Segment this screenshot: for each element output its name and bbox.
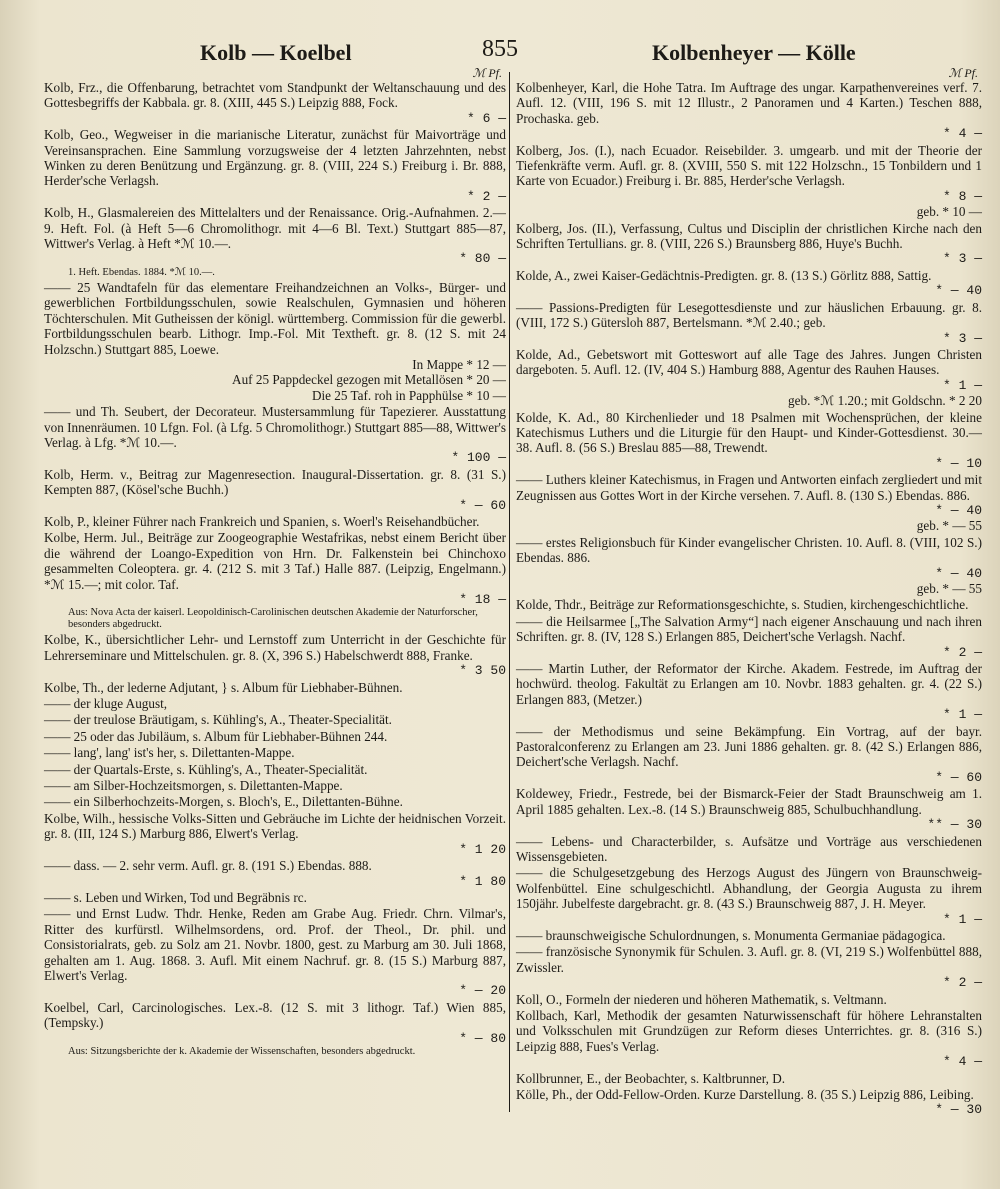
entry-text: —— s. Leben und Wirken, Tod und Begräbnis rc. <box>44 889 307 905</box>
page-number: 855 <box>482 36 518 62</box>
entry-text: —— der Quartals-Erste, s. Kühling's, A., Theater-Specialität. <box>44 761 368 777</box>
catalog-entry <box>516 535 982 597</box>
entry-text: Kolbe, Th., der lederne Adjutant, } s. Album für Liebhaber-Bühnen. <box>44 679 403 695</box>
catalog-entry <box>516 661 982 723</box>
entry-price: * 100 — <box>451 450 506 466</box>
entry-variant-price: Die 25 Taf. roh in Papphülse * 10 — <box>311 387 506 403</box>
entry-text: Kolbenheyer, Karl, die Hohe Tatra. Im Auftrage des ungar. Karpathenvereines verf. 7. Aufl. 12. (VIII, 196 S. mit 12 Illustr., 2 Panoramen und 4 Karten.) Teschen 888, Prochaska. geb. <box>516 80 982 126</box>
entry-text: Kolb, Geo., Wegweiser in die marianische Literatur, zunächst für Maivorträge und Vereinsansprachen. Eine Sammlung vorzugsweise der 4 letzten Jahrzehnten, nebst Winken zu deren Benützung und Ergänzung. gr. 8. (VIII, 224 S.) Freiburg i. Br. 888, Herder'sche Verlagsh. <box>44 127 506 189</box>
entry-price: * 8 — <box>942 188 982 204</box>
catalog-entry <box>516 143 982 220</box>
entry-price: * 4 — <box>942 1054 982 1070</box>
entry-text: —— und Th. Seubert, der Decorateur. Mustersammlung für Tapezierer. Ausstattung von Innenräumen. 10 Lfgn. Fol. (à Lfg. 5 Chromolithogr.) Stuttgart 885—88, Wittwer's Verlag. à Lfg. *ℳ 10.—. <box>44 404 506 450</box>
entry-variant-price: geb. * — 55 <box>916 581 982 596</box>
catalog-entry <box>516 724 982 786</box>
entry-text: Kolberg, Jos. (II.), Verfassung, Cultus und Disciplin der christlichen Kirche nach den Schriften Tertullians. gr. 8. (VIII, 226 S.) Braunsberg 886, Huye's Buchh. <box>516 220 982 252</box>
left-currency-head: ℳ Pf. <box>472 66 502 80</box>
entry-price: ** — 30 <box>927 817 982 833</box>
catalog-entry <box>516 944 982 990</box>
catalog-entry <box>44 778 506 793</box>
entry-text: Kolb, Frz., die Offenbarung, betrachtet vom Standpunkt der Weltanschauung und des Gottesbegriffs der Kabbala. gr. 8. (XIII, 445 S.) Leipzig 888, Fock. <box>44 80 506 111</box>
entry-price: * 2 — <box>942 644 982 660</box>
catalog-entry <box>516 614 982 660</box>
entry-text: —— erstes Religionsbuch für Kinder evangelischer Christen. 10. Aufl. 8. (VIII, 102 S.) Ebendas. 886. <box>516 534 982 566</box>
catalog-entry <box>44 729 506 744</box>
catalog-entry <box>44 890 506 905</box>
catalog-entry <box>516 1071 982 1086</box>
catalog-entry <box>44 680 506 695</box>
catalog-entry <box>44 632 506 678</box>
entry-price: * — 30 <box>935 1102 982 1118</box>
catalog-entry <box>516 865 982 927</box>
entry-text: Kolb, P., kleiner Führer nach Frankreich und Spanien, s. Woerl's Reisehandbücher. <box>44 513 480 529</box>
entry-price: * — 40 <box>935 283 982 299</box>
catalog-entry <box>44 80 506 126</box>
catalog-entry <box>516 300 982 346</box>
entry-text: Kölle, Ph., der Odd-Fellow-Orden. Kurze Darstellung. 8. (35 S.) Leipzig 886, Leibing. <box>516 1087 974 1102</box>
entry-price: * — 60 <box>459 497 506 513</box>
entry-variant-price: Auf 25 Pappdeckel gezogen mit Metallösen * 20 — <box>232 372 506 388</box>
entry-text: —— der Methodismus und seine Bekämpfung. Ein Vortrag, auf der bayr. Pastoralconferenz zu Erlangen am 23. Juni 1886 gehalten. gr. 8. (42 S.) Erlangen 886, Deichert'sche Verlagsh. Nachf. <box>516 723 982 770</box>
entry-text: —— Martin Luther, der Reformator der Kirche. Akadem. Festrede, im Auftrag der hochwürd. theolog. Fakultät zu Erlangen am 10. Novbr. 1883 gehalten. gr. 4. (22 S.) Erlangen 883, (Metzer.) <box>516 661 982 707</box>
catalog-entry <box>516 786 982 832</box>
entry-price: * 3 — <box>942 330 982 346</box>
catalog-entry <box>516 834 982 865</box>
catalog-entry <box>516 347 982 409</box>
entry-price: * — 80 <box>459 1030 506 1046</box>
catalog-entry <box>44 906 506 998</box>
entry-price: * — 60 <box>935 769 982 785</box>
catalog-entry <box>516 1008 982 1070</box>
entry-text: Kollbach, Karl, Methodik der gesamten Naturwissenschaft für höhere Lehranstalten und Volksschulen mit Grundzügen zur Reform dieses Unterrichtes. gr. 8. (316 S.) Leipzig 888, Fues's Verlag. <box>516 1007 982 1054</box>
catalog-entry <box>516 410 982 472</box>
catalog-entry <box>44 530 506 631</box>
catalog-entry <box>44 858 506 889</box>
catalog-entry <box>44 696 506 711</box>
catalog-entry <box>44 127 506 204</box>
entry-variant-price: geb. *ℳ 1.20.; mit Goldschn. * 2 20 <box>788 393 982 409</box>
entry-text: —— französische Synonymik für Schulen. 3. Aufl. gr. 8. (VI, 219 S.) Wolfenbüttel 888, Zwissler. <box>516 944 982 975</box>
left-entries <box>44 80 506 1058</box>
entry-text: —— dass. — 2. sehr verm. Aufl. gr. 8. (191 S.) Ebendas. 888. <box>44 858 372 874</box>
entry-text: —— Luthers kleiner Katechismus, in Fragen und Antworten einfach zergliedert und mit Zeugnissen aus Gottes Wort in der Kirche versehen. 7. Aufl. 8. (130 S.) Ebendas. 886. <box>516 472 982 503</box>
entry-variant-price: In Mappe * 12 — <box>412 356 506 372</box>
entry-text: —— braunschweigische Schulordnungen, s. Monumenta Germaniae pädagogica. <box>516 927 946 943</box>
entry-price: * 3 — <box>942 251 982 267</box>
entry-text: —— der treulose Bräutigam, s. Kühling's, A., Theater-Specialität. <box>44 712 392 728</box>
entry-text: Kolbe, Herm. Jul., Beiträge zur Zoogeographie Westafrikas, nebst einem Bericht über die während der Loango-Expedition von Hrn. Dr. Falkenstein bei Chinchoxo gesammelten Coleoptera. gr. 4. (212 S. mit 3 Taf.) Halle 887. (Leipzig, Engelmann.) *ℳ 15.—; mit color. Taf. <box>44 530 506 592</box>
entry-price: * 1 20 <box>459 841 506 857</box>
column-divider <box>509 72 510 1112</box>
entry-text: —— die Schulgesetzgebung des Herzogs August des Jüngern von Braunschweig-Wolfenbüttel. Eine schulgeschichtl. Abhandlung, der Georgia Augusta zu ihrem 150jähr. Jubelfeste dargebracht. gr. 8. (43 S.) Braunschweig 887, J. H. Meyer. <box>516 865 982 912</box>
catalog-entry <box>516 221 982 267</box>
entry-text: Kolde, A., zwei Kaiser-Gedächtnis-Predigten. gr. 8. (13 S.) Görlitz 888, Sattig. <box>516 267 932 283</box>
entry-price: * 2 — <box>942 975 982 991</box>
catalog-entry <box>44 794 506 809</box>
catalog-entry <box>516 928 982 943</box>
entry-text: Kolde, Ad., Gebetswort mit Gotteswort auf alle Tage des Jahres. Jungen Christen dargeboten. 5. Aufl. 12. (IV, 404 S.) Hamburg 888, Agentur des Rauhen Hauses. <box>516 346 982 378</box>
entry-text: —— Lebens- und Characterbilder, s. Aufsätze und Vorträge aus verschiedenen Wissensgebieten. <box>516 833 982 864</box>
entry-price: * — 40 <box>935 502 982 518</box>
catalog-entry <box>516 597 982 612</box>
catalog-entry <box>516 1087 982 1118</box>
entry-text: Kolb, Herm. v., Beitrag zur Magenresection. Inaugural-Dissertation. gr. 8. (31 S.) Kempten 887, (Kösel'sche Buchh.) <box>44 466 506 498</box>
entry-price: * 80 — <box>459 251 506 267</box>
entry-price: * 4 — <box>942 126 982 142</box>
entry-text: Kolberg, Jos. (I.), nach Ecuador. Reisebilder. 3. umgearb. und mit der Theorie der Tiefenkräfte verm. Aufl. gr. 8. (XVIII, 550 S. mit 122 Holzschn., 15 Tonbildern und 1 Karte von Ecuador.) Freiburg i. Br. 885, Herder'sche Verlagsh. <box>516 142 982 189</box>
entry-price: * 1 — <box>942 707 982 723</box>
entry-price: * 6 — <box>466 110 506 126</box>
entry-price: * 1 — <box>942 377 982 393</box>
catalog-entry <box>44 811 506 857</box>
catalog-entry <box>44 404 506 466</box>
entry-text: —— 25 Wandtafeln für das elementare Freihandzeichnen an Volks-, Bürger- und gewerblichen Fortbildungsschulen, sowie Realschulen, Gymnasien und höheren Töchterschulen. Mit Gutheissen der königl. württemberg. Commission für die gewerbl. Fortbildungsschulen bearb. Lithogr. Imp.-Fol. Mit Textheft. gr. 8. (12 S. mit 24 Holzschn.) Stuttgart 885, Loewe. <box>44 279 506 357</box>
catalog-entry <box>44 1000 506 1058</box>
entry-text: —— 25 oder das Jubiläum, s. Album für Liebhaber-Bühnen 244. <box>44 728 388 744</box>
entry-text: Kolbe, K., übersichtlicher Lehr- und Lernstoff zum Unterricht in der Geschichte für Lehrerseminare und Mittelschulen. gr. 8. (X, 396 S.) Habelschwerdt 888, Franke. <box>44 632 506 663</box>
catalog-entry <box>516 268 982 299</box>
catalog-entry <box>516 80 982 142</box>
entry-text: —— der kluge August, <box>44 696 168 712</box>
entry-text: —— lang', lang' ist's her, s. Dilettanten-Mappe. <box>44 745 295 761</box>
entry-text: Kolde, K. Ad., 80 Kirchenlieder und 18 Psalmen mit Wochensprüchen, der kleine Katechismus Luthers und die Liturgie für den Haupt- und Kinder-Gottesdienst. 30.—38. Aufl. 8. (56 S.) Breslau 885—88, Trewendt. <box>516 409 982 456</box>
entry-text: —— und Ernst Ludw. Thdr. Henke, Reden am Grabe Aug. Friedr. Chrn. Vilmar's, Ritter des kurfürstl. Wilhelmsordens, ord. Prof. der Theol., Dr. phil. und Consistorialrats, geb. zu Solz am 21. Novbr. 1800, gest. zu Marburg am 30. Juli 1868, gehalten am 1. Aug. 1868. 3. Aufl. Mit einem Nachruf. gr. 8. (15 S.) Marburg 887, Elwert's Verlag. <box>44 906 506 983</box>
page-header <box>200 36 980 66</box>
entry-text: Kolb, H., Glasmalereien des Mittelalters und der Renaissance. Orig.-Aufnahmen. 2.—9. Heft. Fol. (à Heft 5—6 Chromolithogr. mit 4—6 Bl. Text.) Stuttgart 885—87, Wittwer's Verlag. à Heft *ℳ 10.—. <box>44 205 506 252</box>
catalog-entry <box>516 992 982 1007</box>
entry-text: —— am Silber-Hochzeitsmorgen, s. Dilettanten-Mappe. <box>44 778 343 794</box>
entry-variant-price: geb. * 10 — <box>916 204 982 220</box>
entry-text: —— die Heilsarmee [„The Salvation Army“] nach eigener Anschauung und nach ihren Schriften. gr. 8. (IV, 128 S.) Erlangen 885, Deichert'sche Verlagsh. Nachf. <box>516 613 982 645</box>
catalog-entry <box>44 745 506 760</box>
right-entries <box>516 80 982 1118</box>
entry-note: Aus: Nova Acta der kaiserl. Leopoldinisch-Carolinischen deutschen Akademie der Naturforscher, besonders abgedruckt. <box>68 607 478 631</box>
entry-note: 1. Heft. Ebendas. 1884. *ℳ 10.—. <box>68 266 215 278</box>
entry-price: * 18 — <box>459 592 506 607</box>
right-column <box>516 66 982 1119</box>
catalog-entry <box>44 467 506 513</box>
entry-text: —— Passions-Predigten für Lesegottesdienste und zur häuslichen Erbauung. gr. 8. (VIII, 172 S.) Gütersloh 887, Bertelsmann. *ℳ 2.40.; geb. <box>516 299 982 331</box>
entry-price: * 2 — <box>466 188 506 204</box>
entry-price: * 1 80 <box>459 873 506 889</box>
right-currency-head: ℳ Pf. <box>948 66 978 80</box>
entry-note: Aus: Sitzungsberichte der k. Akademie der Wissenschaften, besonders abgedruckt. <box>68 1045 416 1057</box>
catalog-entry <box>44 280 506 403</box>
entry-price: * — 10 <box>935 455 982 471</box>
entry-text: Kollbrunner, E., der Beobachter, s. Kaltbrunner, D. <box>516 1070 786 1086</box>
header-right-title: Kolbenheyer — Kölle <box>652 40 856 65</box>
entry-price: * — 20 <box>459 983 506 999</box>
catalog-entry <box>44 205 506 279</box>
entry-text: Koldewey, Friedr., Festrede, bei der Bismarck-Feier der Stadt Braunschweig am 1. April 1885 gehalten. Lex.-8. (14 S.) Braunschweig 885, Schulbuchhandlung. <box>516 786 982 817</box>
catalog-entry <box>44 712 506 727</box>
entry-text: —— ein Silberhochzeits-Morgen, s. Bloch's, E., Dilettanten-Bühne. <box>44 794 403 810</box>
catalog-entry <box>516 472 982 534</box>
entry-text: Koll, O., Formeln der niederen und höheren Mathematik, s. Veltmann. <box>516 991 887 1007</box>
entry-price: * 1 — <box>942 911 982 927</box>
entry-price: * — 40 <box>935 565 982 581</box>
left-column <box>44 66 506 1059</box>
header-left-title: Kolb — Koelbel <box>200 40 352 65</box>
catalog-entry <box>44 762 506 777</box>
entry-text: Koelbel, Carl, Carcinologisches. Lex.-8. (12 S. mit 3 lithogr. Taf.) Wien 885, (Tempsky.) <box>44 999 506 1031</box>
catalog-entry <box>44 514 506 529</box>
entry-text: Kolde, Thdr., Beiträge zur Reformationsgeschichte, s. Studien, kirchengeschichtliche. <box>516 597 969 613</box>
entry-variant-price: geb. * — 55 <box>916 518 982 534</box>
entry-text: Kolbe, Wilh., hessische Volks-Sitten und Gebräuche im Lichte der heidnischen Vorzeit. gr. 8. (III, 124 S.) Marburg 886, Elwert's Verlag. <box>44 810 506 842</box>
entry-price: * 3 50 <box>459 663 506 679</box>
